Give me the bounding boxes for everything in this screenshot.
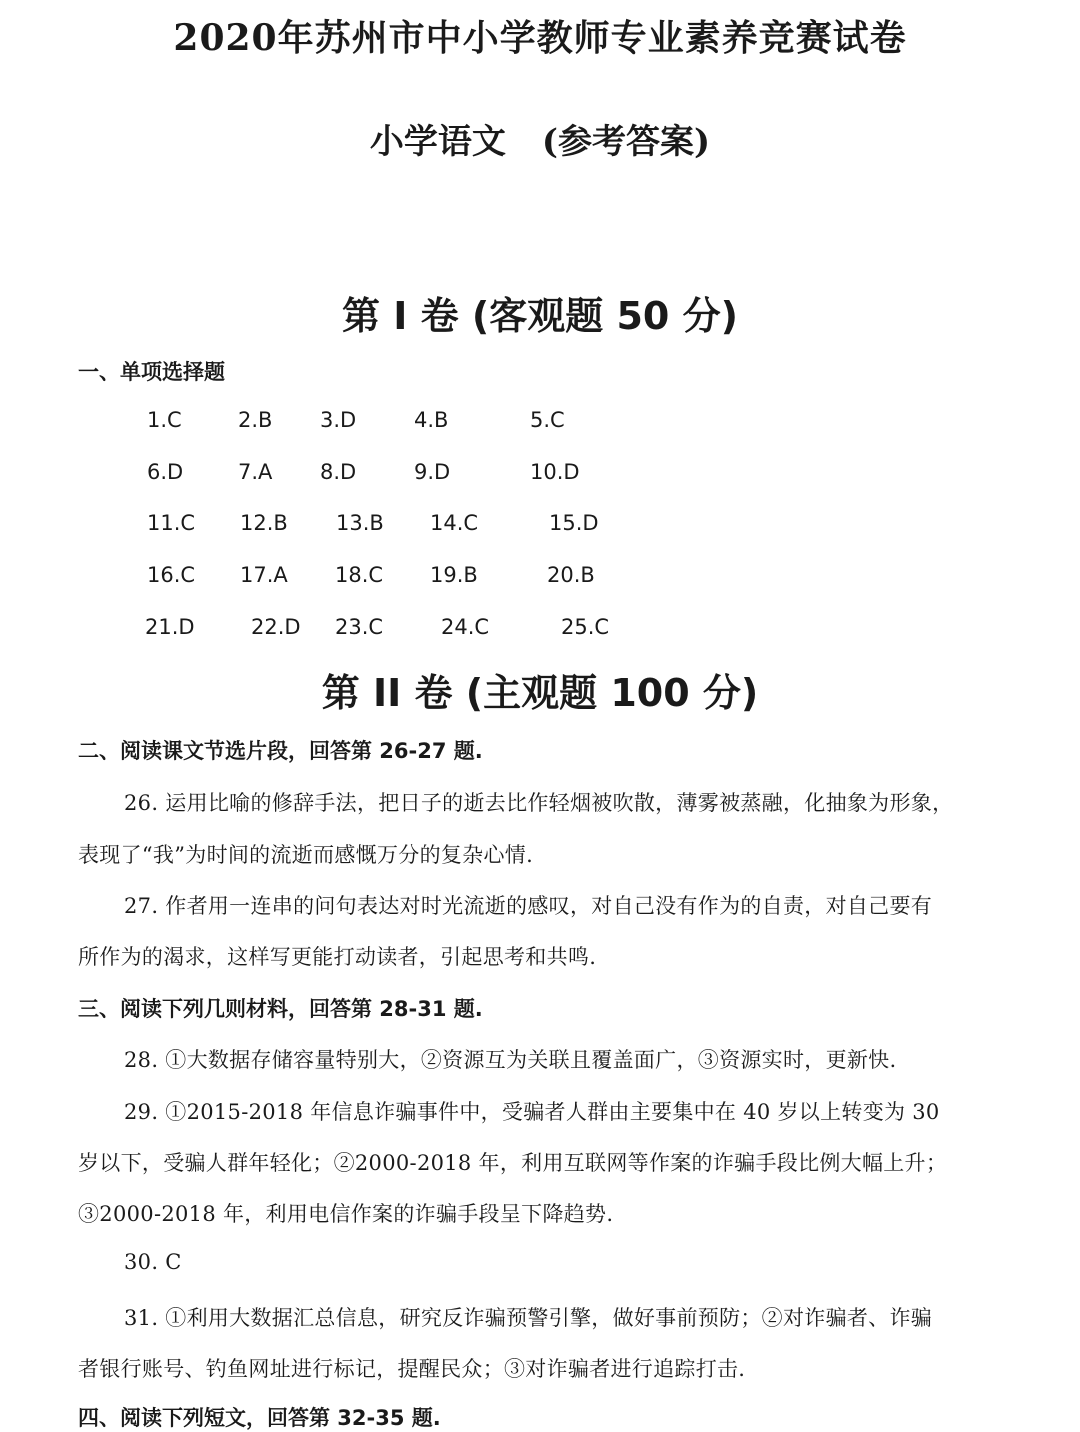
- answer-item: 24.C: [441, 615, 490, 639]
- answer-item: 7.A: [238, 460, 273, 484]
- answer-item: 9.D: [414, 460, 451, 484]
- answer-item: 19.B: [430, 563, 478, 587]
- answer-paragraph-line: 31. ①利用大数据汇总信息，研究反诈骗预警引擎，做好事前预防；②对诈骗者、诈骗: [124, 1306, 933, 1330]
- answer-paragraph-line: 所作为的渴求，这样写更能打动读者，引起思考和共鸣.: [78, 945, 597, 969]
- document-title: 2020年苏州市中小学教师专业素养竞赛试卷: [173, 17, 907, 59]
- answer-item: 23.C: [335, 615, 384, 639]
- answer-paragraph-line: 者银行账号、钓鱼网址进行标记，提醒民众；③对诈骗者进行追踪打击.: [78, 1357, 746, 1381]
- answer-paragraph-line: 29. ①2015-2018 年信息诈骗事件中，受骗者人群由主要集中在 40 岁以上转变为 30: [124, 1100, 940, 1124]
- section-title: 三、阅读下列几则材料，回答第 28-31 题.: [78, 997, 483, 1021]
- answer-item: 16.C: [147, 563, 196, 587]
- part2-heading: 第 II 卷 (主观题 100 分): [321, 671, 759, 715]
- answer-item: 4.B: [414, 408, 449, 432]
- subject-label: 小学语文: [369, 122, 506, 162]
- answer-key-label: (参考答案): [541, 122, 711, 162]
- answer-item: 25.C: [561, 615, 610, 639]
- answer-item: 17.A: [240, 563, 288, 587]
- answer-item: 1.C: [147, 408, 182, 432]
- answer-paragraph-line: ③2000-2018 年，利用电信作案的诈骗手段呈下降趋势.: [78, 1202, 614, 1226]
- answer-paragraph-line: 30. C: [124, 1250, 182, 1274]
- answer-paragraph-line: 27. 作者用一连串的问句表达对时光流逝的感叹，对自己没有作为的自责，对自己要有: [124, 894, 933, 918]
- answer-paragraph-line: 26. 运用比喻的修辞手法，把日子的逝去比作轻烟被吹散，薄雾被蒸融，化抽象为形象，: [124, 791, 954, 815]
- answer-item: 21.D: [145, 615, 195, 639]
- answer-item: 18.C: [335, 563, 384, 587]
- answer-paragraph-line: 表现了“我”为时间的流逝而感慨万分的复杂心情.: [78, 843, 534, 867]
- answer-item: 5.C: [530, 408, 565, 432]
- answer-item: 14.C: [430, 511, 479, 535]
- answer-item: 10.D: [530, 460, 580, 484]
- section-title: 二、阅读课文节选片段，回答第 26-27 题.: [78, 739, 483, 763]
- answer-paragraph-line: 28. ①大数据存储容量特别大，②资源互为关联且覆盖面广，③资源实时，更新快.: [124, 1048, 897, 1072]
- answer-item: 15.D: [549, 511, 599, 535]
- answer-item: 13.B: [336, 511, 384, 535]
- answer-item: 3.D: [320, 408, 357, 432]
- answer-item: 11.C: [147, 511, 196, 535]
- answer-item: 8.D: [320, 460, 357, 484]
- answer-item: 6.D: [147, 460, 184, 484]
- section-title: 一、单项选择题: [78, 360, 225, 384]
- answer-item: 20.B: [547, 563, 595, 587]
- answer-item: 12.B: [240, 511, 288, 535]
- answer-item: 22.D: [251, 615, 301, 639]
- section-title: 四、阅读下列短文，回答第 32-35 题.: [78, 1406, 441, 1430]
- answer-paragraph-line: 岁以下，受骗人群年轻化；②2000-2018 年，利用互联网等作案的诈骗手段比例大幅上升；: [78, 1151, 948, 1175]
- answer-item: 2.B: [238, 408, 273, 432]
- document-subtitle: [0, 114, 1080, 163]
- part1-heading: 第 I 卷 (客观题 50 分): [342, 294, 738, 338]
